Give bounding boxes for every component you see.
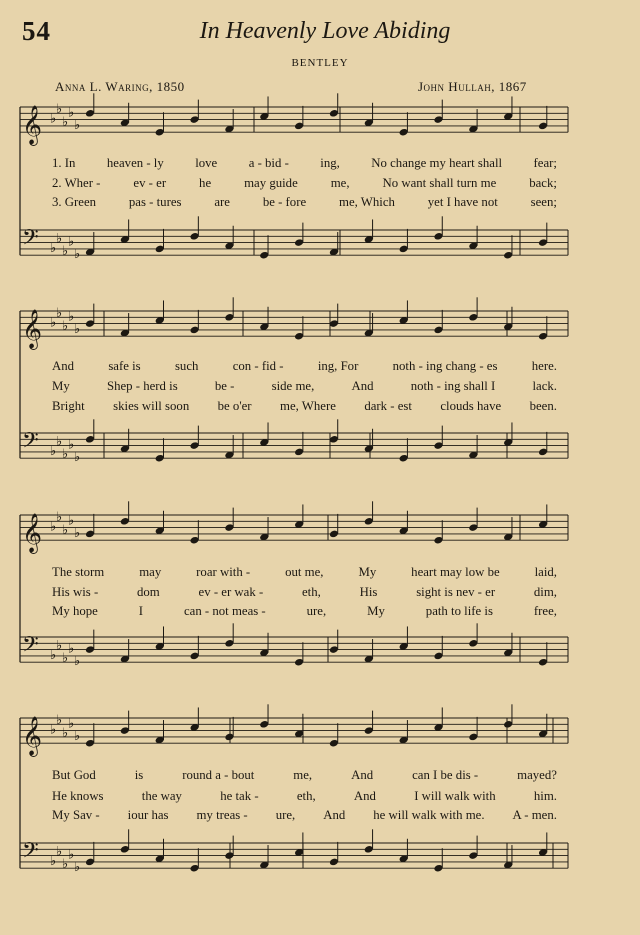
flat-sign: ♭	[68, 641, 75, 657]
lyric-syllable: me,	[330, 176, 350, 190]
lyric-line	[52, 565, 557, 580]
lyric-syllable: eth,	[302, 585, 321, 599]
lyric-syllable: My	[367, 604, 385, 618]
lyric-syllable: And	[353, 789, 376, 803]
lyric-syllable: A - men.	[512, 808, 557, 822]
lyric-syllable: No want shall turn me	[382, 176, 497, 190]
lyric-syllable: a - bid -	[248, 156, 289, 170]
lyric-line	[52, 585, 557, 600]
lyric-syllable: roar with -	[196, 565, 251, 579]
lyric-syllable: ev - er wak -	[198, 585, 264, 599]
flat-sign: ♭	[62, 725, 69, 741]
lyric-syllable: dom	[137, 585, 160, 599]
lyric-syllable: mayed?	[517, 768, 557, 782]
flat-sign: ♭	[68, 716, 75, 732]
flat-sign: ♭	[50, 111, 57, 127]
lyric-line	[52, 604, 557, 619]
lyric-syllable: the way	[141, 789, 182, 803]
lyric-syllable: And	[323, 808, 346, 822]
lyric-syllable: ure,	[275, 808, 296, 822]
flat-sign: ♭	[74, 654, 81, 670]
flat-sign: ♭	[62, 114, 69, 130]
lyric-syllable: him.	[533, 789, 557, 803]
lyric-line	[52, 379, 557, 394]
lyric-syllable: The storm	[52, 565, 105, 579]
lyric-line	[52, 156, 557, 171]
lyric-syllable: ing,	[320, 156, 340, 170]
flat-sign: ♭	[56, 306, 63, 322]
lyric-syllable: clouds have	[440, 399, 502, 413]
lyric-syllable: noth - ing chang - es	[392, 359, 498, 373]
lyric-syllable: he will walk with me.	[373, 808, 485, 822]
flat-sign: ♭	[68, 437, 75, 453]
lyric-syllable: seen;	[530, 195, 557, 209]
lyric-syllable: But God	[52, 768, 96, 782]
flat-sign: ♭	[74, 728, 81, 744]
lyric-line	[52, 399, 557, 414]
lyric-syllable: can - not meas -	[183, 604, 266, 618]
lyric-syllable: My	[358, 565, 377, 579]
lyric-syllable: Shep - herd is	[106, 379, 178, 393]
lyric-syllable: dark - est	[364, 399, 412, 413]
bass-clef: 𝄢	[22, 225, 39, 256]
lyric-syllable: is	[134, 768, 144, 782]
lyric-syllable: I will walk with	[414, 789, 496, 803]
lyric-syllable: my treas -	[196, 808, 248, 822]
lyric-syllable: are	[214, 195, 230, 209]
lyric-syllable: No change my heart shall	[371, 156, 503, 170]
lyric-syllable: My Sav -	[52, 808, 100, 822]
lyric-syllable: Bright	[52, 399, 85, 413]
lyric-syllable: fear;	[533, 156, 557, 170]
flat-sign: ♭	[74, 117, 81, 133]
lyric-line	[52, 195, 557, 210]
lyric-syllable: heaven - ly	[106, 156, 164, 170]
flat-sign: ♭	[56, 102, 63, 118]
lyric-line	[52, 768, 557, 783]
lyric-syllable: laid,	[534, 565, 557, 579]
lyric-syllable: path to life is	[425, 604, 493, 618]
lyric-syllable: ure,	[306, 604, 327, 618]
lyric-syllable: yet I have not	[427, 195, 498, 209]
flat-sign: ♭	[74, 860, 81, 876]
lyric-syllable: sight is nev - er	[416, 585, 496, 599]
flat-sign: ♭	[74, 450, 81, 466]
lyric-syllable: He knows	[52, 789, 104, 803]
lyric-line	[52, 176, 557, 191]
flat-sign: ♭	[62, 244, 69, 260]
flat-sign: ♭	[62, 522, 69, 538]
lyric-syllable: His wis -	[52, 585, 99, 599]
lyric-syllable: me, Which	[339, 195, 395, 209]
lyric-syllable: eth,	[296, 789, 316, 803]
flat-sign: ♭	[74, 525, 81, 541]
lyric-syllable: out me,	[285, 565, 324, 579]
treble-clef: 𝄞	[22, 716, 43, 757]
lyric-syllable: can I be dis -	[412, 768, 479, 782]
lyric-syllable: 2. Wher -	[52, 176, 101, 190]
lyric-syllable: me, Where	[280, 399, 336, 413]
lyric-line	[52, 808, 557, 823]
flat-sign: ♭	[62, 651, 69, 667]
treble-clef: 𝄞	[22, 309, 43, 350]
lyric-syllable: ev - er	[133, 176, 167, 190]
flat-sign: ♭	[68, 309, 75, 325]
flat-sign: ♭	[74, 321, 81, 337]
lyric-syllable: And	[351, 379, 374, 393]
page-number: 54	[22, 16, 51, 46]
lyric-syllable: dim,	[533, 585, 557, 599]
bass-clef: 𝄢	[22, 428, 39, 459]
flat-sign: ♭	[50, 722, 57, 738]
lyric-syllable: My	[52, 379, 70, 393]
lyric-syllable: iour has	[127, 808, 169, 822]
lyric-syllable: may guide	[244, 176, 298, 190]
lyric-syllable: he tak -	[220, 789, 259, 803]
lyric-syllable: lack.	[532, 379, 557, 393]
flat-sign: ♭	[56, 231, 63, 247]
lyric-syllable: pas - tures	[128, 195, 182, 209]
flat-sign: ♭	[50, 853, 57, 869]
flat-sign: ♭	[56, 638, 63, 654]
lyric-syllable: round a - bout	[182, 768, 255, 782]
lyric-syllable: con - fid -	[232, 359, 284, 373]
lyric-syllable: here.	[531, 359, 557, 373]
flat-sign: ♭	[68, 105, 75, 121]
flat-sign: ♭	[50, 443, 57, 459]
flat-sign: ♭	[68, 234, 75, 250]
hymn-title: In Heavenly Love Abiding	[199, 18, 451, 44]
lyric-syllable: been.	[529, 399, 557, 413]
flat-sign: ♭	[56, 844, 63, 860]
lyric-syllable: love	[195, 156, 218, 170]
lyric-syllable: skies will soon	[113, 399, 190, 413]
treble-clef: 𝄞	[22, 513, 43, 554]
treble-clef: 𝄞	[22, 105, 43, 146]
lyric-syllable: And	[52, 359, 75, 373]
lyric-syllable: His	[359, 585, 378, 599]
flat-sign: ♭	[74, 247, 81, 263]
tune-name: BENTLEY	[291, 57, 349, 69]
flat-sign: ♭	[68, 847, 75, 863]
lyric-line	[52, 789, 557, 804]
lyric-syllable: he	[199, 176, 212, 190]
flat-sign: ♭	[50, 240, 57, 256]
author-credit: Anna L. Waring, 1850	[55, 79, 185, 94]
lyric-syllable: I	[138, 604, 144, 618]
lyric-syllable: 1. In	[52, 156, 76, 170]
lyric-syllable: ing, For	[317, 359, 359, 373]
lyric-syllable: noth - ing shall I	[410, 379, 496, 393]
lyric-syllable: safe is	[108, 359, 141, 373]
lyric-syllable: back;	[529, 176, 557, 190]
flat-sign: ♭	[50, 647, 57, 663]
lyric-syllable: be - fore	[262, 195, 307, 209]
flat-sign: ♭	[68, 513, 75, 529]
lyric-syllable: such	[174, 359, 199, 373]
flat-sign: ♭	[50, 519, 57, 535]
lyric-syllable: My hope	[52, 604, 98, 618]
lyric-line	[52, 359, 557, 374]
flat-sign: ♭	[56, 434, 63, 450]
lyric-syllable: 3. Green	[52, 195, 97, 209]
flat-sign: ♭	[62, 447, 69, 463]
flat-sign: ♭	[56, 510, 63, 526]
flat-sign: ♭	[62, 857, 69, 873]
flat-sign: ♭	[56, 713, 63, 729]
lyric-syllable: be o'er	[217, 399, 252, 413]
flat-sign: ♭	[62, 318, 69, 334]
lyric-syllable: And	[351, 768, 374, 782]
composer-credit: John Hullah, 1867	[418, 79, 527, 94]
lyric-syllable: heart may low be	[411, 565, 500, 579]
lyric-syllable: may	[139, 565, 162, 579]
lyric-syllable: me,	[293, 768, 313, 782]
lyric-syllable: side me,	[271, 379, 315, 393]
lyric-syllable: free,	[533, 604, 557, 618]
lyric-syllable: be -	[214, 379, 235, 393]
bass-clef: 𝄢	[22, 838, 39, 869]
flat-sign: ♭	[50, 315, 57, 331]
bass-clef: 𝄢	[22, 632, 39, 663]
